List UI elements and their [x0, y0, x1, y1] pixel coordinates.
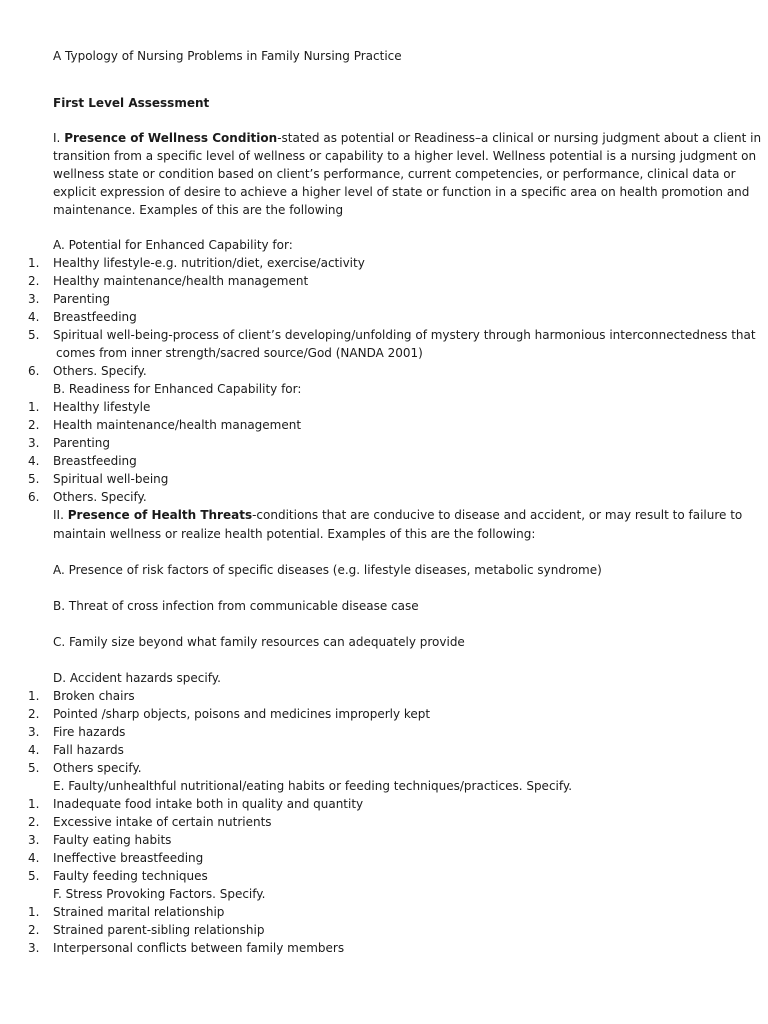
- subB-heading: B. Readiness for Enhanced Capability for:: [53, 382, 302, 396]
- list-number: 5.: [28, 869, 40, 883]
- subA-heading: A. Potential for Enhanced Capability for:: [53, 238, 293, 252]
- list-number: 3.: [28, 725, 40, 739]
- section1-line1: [53, 131, 761, 145]
- list-number: 3.: [28, 941, 40, 955]
- heading-text: First Level Assessment: [53, 96, 210, 110]
- list-number: 4.: [28, 454, 40, 468]
- list-item: Health maintenance/health management: [53, 418, 302, 432]
- section1-title: Presence of Wellness Condition: [64, 131, 278, 145]
- list-number: 6.: [28, 490, 40, 504]
- section2-item-B: B. Threat of cross infection from communicable disease case: [53, 599, 419, 613]
- list-item: Healthy lifestyle-e.g. nutrition/diet, exercise/activity: [53, 256, 365, 270]
- section2-title: Presence of Health Threats: [67, 508, 253, 522]
- section1-line4: explicit expression of desire to achieve a higher level of state or function in a specific area on health promotion and: [53, 185, 750, 199]
- list-number: 1.: [28, 256, 40, 270]
- list-item: Breastfeeding: [53, 310, 137, 324]
- list-number: 2.: [28, 274, 40, 288]
- list-number: 3.: [28, 292, 40, 306]
- list-number: 5.: [28, 328, 40, 342]
- list-item: Strained marital relationship: [53, 905, 225, 919]
- list-item: Interpersonal conflicts between family members: [53, 941, 345, 955]
- roman-numeral: I.: [53, 131, 61, 145]
- section2-item-A: A. Presence of risk factors of specific diseases (e.g. lifestyle diseases, metabolic syndrome): [53, 563, 602, 577]
- section2-text: -conditions that are conducive to disease and accident, or may result to failure to: [252, 508, 743, 522]
- list-number: 3.: [28, 833, 40, 847]
- list-number: 5.: [28, 472, 40, 486]
- subF-heading: F. Stress Provoking Factors. Specify.: [53, 887, 266, 901]
- list-item: Others. Specify.: [53, 490, 147, 504]
- subE-heading: E. Faulty/unhealthful nutritional/eating habits or feeding techniques/practices. Specify.: [53, 779, 573, 793]
- section2-item-C: C. Family size beyond what family resources can adequately provide: [53, 635, 465, 649]
- list-item: Pointed /sharp objects, poisons and medicines improperly kept: [53, 707, 431, 721]
- list-number: 2.: [28, 418, 40, 432]
- list-item: Healthy maintenance/health management: [53, 274, 309, 288]
- section1-line3: wellness state or condition based on client’s performance, current competencies, or performance, clinical data or: [53, 167, 736, 181]
- list-item-continuation: comes from inner strength/sacred source/God (NANDA 2001): [56, 346, 423, 360]
- list-number: 4.: [28, 743, 40, 757]
- section1-text: -stated as potential or Readiness–a clinical or nursing judgment about a client in: [277, 131, 762, 145]
- list-item: Spiritual well-being-process of client’s developing/unfolding of mystery through harmonious interconnectedness that: [53, 328, 756, 342]
- subD-heading: D. Accident hazards specify.: [53, 671, 221, 685]
- section1-line5: maintenance. Examples of this are the following: [53, 203, 344, 217]
- list-item: Parenting: [53, 436, 110, 450]
- list-item: Fire hazards: [53, 725, 126, 739]
- list-item: Healthy lifestyle: [53, 400, 151, 414]
- list-item: Parenting: [53, 292, 110, 306]
- list-number: 1.: [28, 689, 40, 703]
- list-item: Others specify.: [53, 761, 142, 775]
- list-number: 3.: [28, 436, 40, 450]
- section2-line1: [53, 508, 742, 522]
- section-heading: [53, 96, 209, 110]
- list-number: 4.: [28, 310, 40, 324]
- section1-line2: transition from a specific level of wellness or capability to a higher level. Wellness potential is a nursing judgment on: [53, 149, 757, 163]
- list-number: 2.: [28, 923, 40, 937]
- document-title: A Typology of Nursing Problems in Family Nursing Practice: [53, 49, 402, 63]
- list-number: 1.: [28, 797, 40, 811]
- list-item: Fall hazards: [53, 743, 124, 757]
- list-number: 6.: [28, 364, 40, 378]
- list-number: 2.: [28, 707, 40, 721]
- list-item: Breastfeeding: [53, 454, 137, 468]
- roman-numeral: II.: [53, 508, 64, 522]
- list-item: Faulty eating habits: [53, 833, 172, 847]
- list-item: Spiritual well-being: [53, 472, 169, 486]
- list-number: 4.: [28, 851, 40, 865]
- list-item: Inadequate food intake both in quality and quantity: [53, 797, 364, 811]
- list-item: Others. Specify.: [53, 364, 147, 378]
- list-number: 1.: [28, 400, 40, 414]
- list-item: Faulty feeding techniques: [53, 869, 208, 883]
- list-number: 5.: [28, 761, 40, 775]
- list-item: Strained parent-sibling relationship: [53, 923, 265, 937]
- list-item: Excessive intake of certain nutrients: [53, 815, 272, 829]
- list-number: 2.: [28, 815, 40, 829]
- section2-line2: maintain wellness or realize health potential. Examples of this are the following:: [53, 527, 536, 541]
- list-item: Broken chairs: [53, 689, 135, 703]
- list-item: Ineffective breastfeeding: [53, 851, 204, 865]
- list-number: 1.: [28, 905, 40, 919]
